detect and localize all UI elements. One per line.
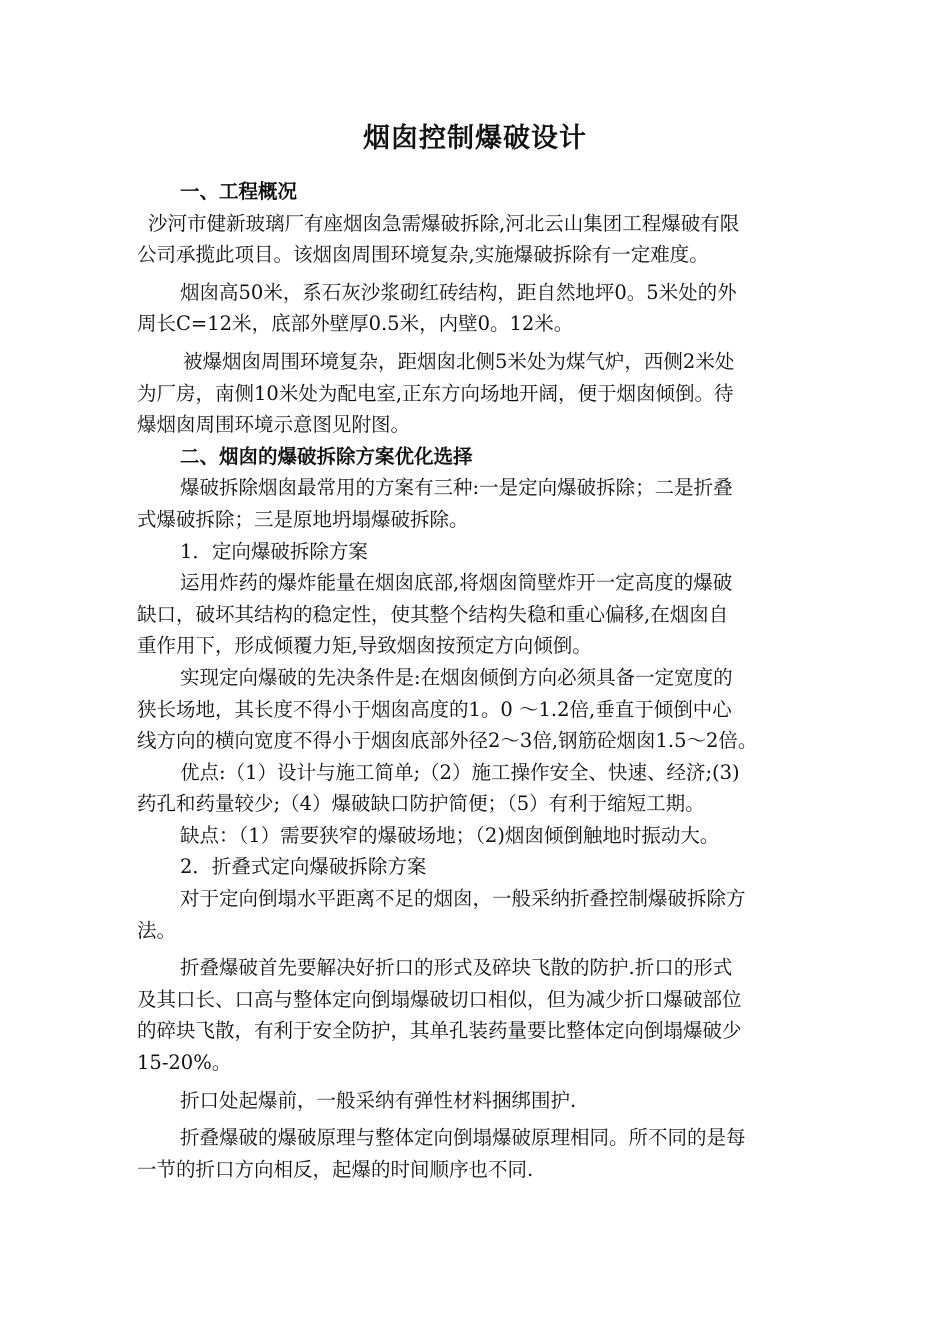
text-line: 1．定向爆破拆除方案 xyxy=(180,539,368,563)
text-line: 法。 xyxy=(137,918,177,942)
text-line: 的碎块飞散，有利于安全防护，其单孔装药量要比整体定向倒塌爆破少 xyxy=(137,1019,742,1043)
text-line: 15-20%。 xyxy=(137,1051,232,1075)
document-title: 烟囱控制爆破设计 xyxy=(363,123,587,154)
document-body xyxy=(137,176,842,1185)
text-line: 线方向的横向宽度不得小于烟囱底部外径2～3倍,钢筋砼烟囱1.5～2倍。 xyxy=(137,729,758,753)
text-line: 及其口长、口高与整体定向倒塌爆破切口相似，但为减少折口爆破部位 xyxy=(137,987,742,1011)
text-line: 实现定向爆破的先决条件是:在烟囱倾倒方向必须具备一定宽度的 xyxy=(180,665,733,689)
text-line: 2．折叠式定向爆破拆除方案 xyxy=(180,855,427,879)
text-line: 优点:（1）设计与施工简单;（2）施工操作安全、快速、经济;(3) xyxy=(180,760,740,784)
text-line: 折叠爆破的爆破原理与整体定向倒塌爆破原理相同。所不同的是每 xyxy=(180,1126,746,1150)
text-line: 药孔和药量较少;（4）爆破缺口防护简便；（5）有利于缩短工期。 xyxy=(137,792,705,816)
text-line: 一节的折口方向相反，起爆的时间顺序也不同. xyxy=(137,1157,534,1181)
text-line: 被爆烟囱周围环境复杂，距烟囱北侧5米处为煤气炉，西侧2米处 xyxy=(183,349,735,373)
text-line: 重作用下，形成倾覆力矩,导致烟囱按预定方向倾倒。 xyxy=(137,634,592,658)
text-line: 狭长场地，其长度不得小于烟囱高度的1。0 ～1.2倍,垂直于倾倒中心 xyxy=(137,697,732,721)
text-line: 烟囱高50米，系石灰沙浆砌红砖结构，距自然地坪0。5米处的外 xyxy=(180,280,737,304)
text-line: 沙河市健新玻璃厂有座烟囱急需爆破拆除,河北云山集团工程爆破有限 xyxy=(148,211,740,235)
text-line: 折叠爆破首先要解决好折口的形式及碎块飞散的防护.折口的形式 xyxy=(180,956,733,980)
text-line: 爆破拆除烟囱最常用的方案有三种:一是定向爆破拆除；二是折叠 xyxy=(180,476,733,500)
section-heading: 二、烟囱的爆破拆除方案优化选择 xyxy=(180,444,473,468)
text-line: 折口处起爆前，一般采纳有弹性材料捆绑围护. xyxy=(180,1088,577,1112)
text-line: 对于定向倒塌水平距离不足的烟囱，一般采纳折叠控制爆破拆除方 xyxy=(180,887,746,911)
text-line: 公司承揽此项目。该烟囱周围环境复杂,实施爆破拆除有一定难度。 xyxy=(137,243,709,267)
text-line: 缺点：（1）需要狭窄的爆破场地；（2)烟囱倾倒触地时振动大。 xyxy=(180,823,720,847)
text-line: 周长C=12米，底部外壁厚0.5米，内壁0。12米。 xyxy=(137,312,574,336)
text-line: 式爆破拆除；三是原地坍塌爆破拆除。 xyxy=(137,507,469,531)
text-line: 运用炸药的爆炸能量在烟囱底部,将烟囱筒壁炸开一定高度的爆破 xyxy=(180,571,733,595)
text-line: 爆烟囱周围环境示意图见附图。 xyxy=(137,413,411,437)
text-line: 为厂房，南侧10米处为配电室,正东方向场地开阔，便于烟囱倾倒。待 xyxy=(137,381,734,405)
text-line: 缺口，破坏其结构的稳定性，使其整个结构失稳和重心偏移,在烟囱自 xyxy=(137,602,729,626)
section-heading: 一、工程概况 xyxy=(180,180,298,203)
